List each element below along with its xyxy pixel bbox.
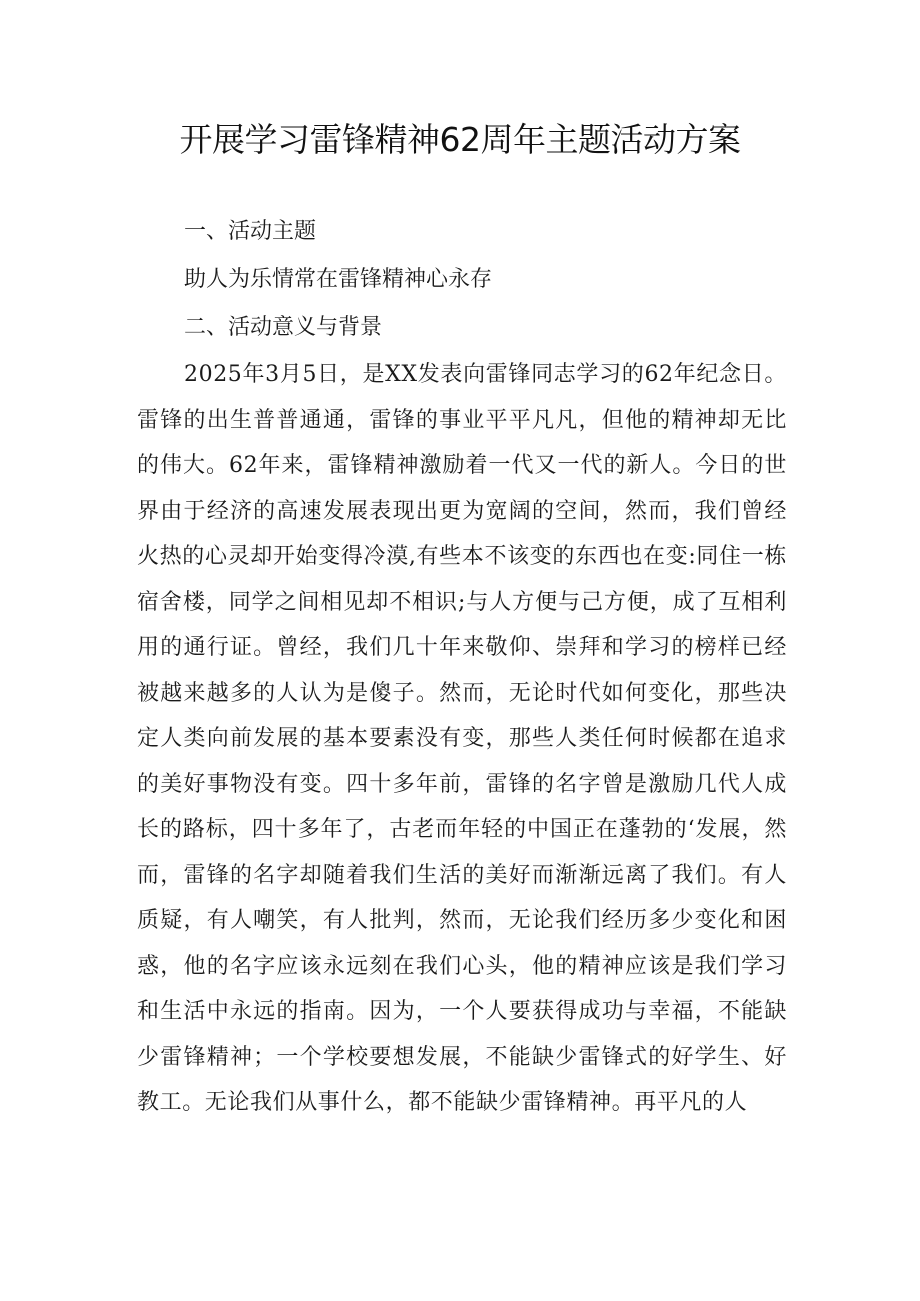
theme-text: 助人为乐情常在雷锋精神心永存 xyxy=(184,267,493,292)
background-paragraph: 2025年3月5日，是XX发表向雷锋同志学习的62年纪念日。雷锋的出生普普通通，雷锋的事业平平凡凡，但他的精神却无比的伟大。62年来，雷锋精神激励着一代又一代的新人。今日的世界由于经济的高速发展表现出更为宽阔的空间，然而，我们曾经火热的心灵却开始变得冷漠,有些本不该变的东西也在变:同住一栋宿舍楼，同学之间相见却不相识;与人方便与己方便，成了互相利用的通行证。曾经，我们几十年来敬仰、崇拜和学习的榜样已经被越来越多的人认为是傻子。然而，无论时代如何变化，那些决定人类向前发展的基本要素没有变，那些人类任何时候都在追求的美好事物没有变。四十多年前，雷锋的名字曾是激励几代人成长的路标，四十多年了，古老而年轻的中国正在蓬勃的‘发展，然而，雷锋的名字却随着我们生活的美好而渐渐远离了我们。有人质疑，有人嘲笑，有人批判，然而，无论我们经历多少变化和困惑，他的名字应该永远刻在我们心头，他的精神应该是我们学习和生活中永远的指南。因为，一个人要获得成功与幸福，不能缺少雷锋精神；一个学校要想发展，不能缺少雷锋式的好学生、好教工。无论我们从事什么，都不能缺少雷锋精神。再平凡的人 xyxy=(137,362,787,1115)
document-body xyxy=(137,208,787,1126)
section-heading-theme: 一、活动主题 xyxy=(184,219,317,244)
section-heading-background: 二、活动意义与背景 xyxy=(184,315,383,340)
document-title: 开展学习雷锋精神62周年主题活动方案 xyxy=(179,120,741,159)
